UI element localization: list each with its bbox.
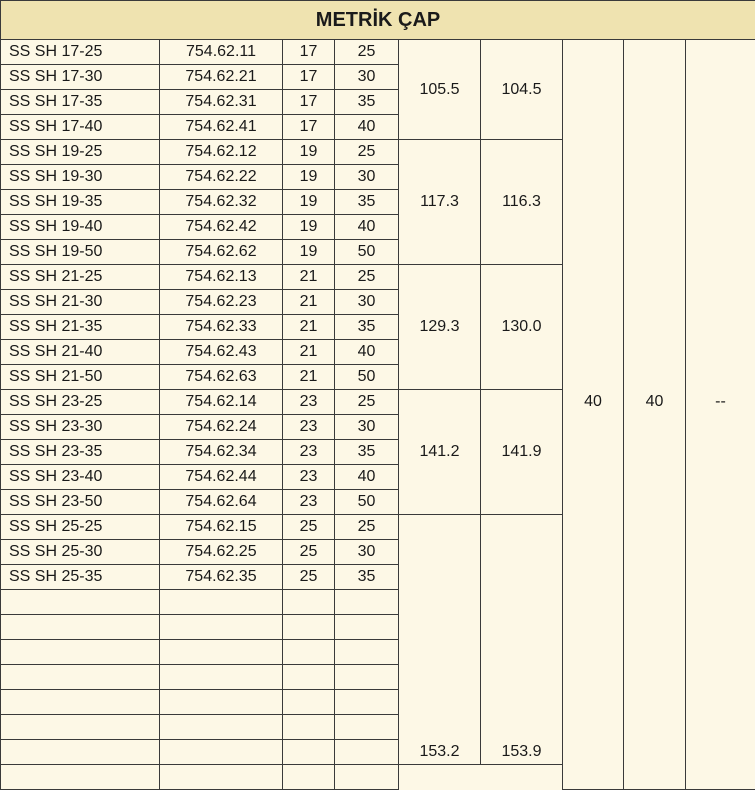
product-code: SS SH 25-35 [1, 565, 160, 590]
empty-cell [1, 590, 160, 615]
article-number: 754.62.14 [160, 390, 283, 415]
diameter-value: 23 [283, 490, 335, 515]
diameter-value: 17 [283, 115, 335, 140]
length-value: 50 [335, 365, 399, 390]
article-number: 754.62.43 [160, 340, 283, 365]
article-number: 754.62.21 [160, 65, 283, 90]
article-number: 754.62.44 [160, 465, 283, 490]
product-code: SS SH 17-35 [1, 90, 160, 115]
empty-cell [335, 715, 399, 740]
product-code: SS SH 19-25 [1, 140, 160, 165]
diameter-value: 23 [283, 465, 335, 490]
empty-cell [283, 740, 335, 765]
diameter-value: 17 [283, 65, 335, 90]
length-value: 30 [335, 290, 399, 315]
empty-cell [335, 690, 399, 715]
product-code: SS SH 19-50 [1, 240, 160, 265]
article-number: 754.62.22 [160, 165, 283, 190]
article-number: 754.62.41 [160, 115, 283, 140]
empty-cell [160, 640, 283, 665]
diameter-value: 21 [283, 365, 335, 390]
shared-value-text: 40 [584, 393, 602, 410]
diameter-value: 23 [283, 415, 335, 440]
article-number: 754.62.34 [160, 440, 283, 465]
group-value-v2: 153.9 [481, 515, 563, 765]
empty-cell [160, 715, 283, 740]
empty-cell [1, 615, 160, 640]
product-code: SS SH 23-25 [1, 390, 160, 415]
empty-cell [283, 690, 335, 715]
diameter-value: 25 [283, 540, 335, 565]
shared-value-col9 [686, 40, 755, 790]
length-value: 50 [335, 240, 399, 265]
table-row [1, 40, 755, 65]
article-number: 754.62.31 [160, 90, 283, 115]
diameter-value: 19 [283, 140, 335, 165]
article-number: 754.62.64 [160, 490, 283, 515]
length-value: 25 [335, 265, 399, 290]
article-number: 754.62.42 [160, 215, 283, 240]
empty-cell [283, 665, 335, 690]
diameter-value: 25 [283, 515, 335, 540]
empty-cell [283, 590, 335, 615]
empty-cell [283, 765, 335, 790]
product-code: SS SH 25-25 [1, 515, 160, 540]
shared-value-col7 [563, 40, 624, 790]
product-code: SS SH 21-30 [1, 290, 160, 315]
empty-cell [160, 615, 283, 640]
length-value: 35 [335, 190, 399, 215]
article-number: 754.62.25 [160, 540, 283, 565]
product-code: SS SH 23-30 [1, 415, 160, 440]
length-value: 40 [335, 340, 399, 365]
article-number: 754.62.12 [160, 140, 283, 165]
group-value-v1: 117.3 [399, 140, 481, 265]
diameter-value: 19 [283, 240, 335, 265]
group-value-v2: 141.9 [481, 390, 563, 515]
length-value: 30 [335, 540, 399, 565]
length-value: 25 [335, 390, 399, 415]
empty-cell [160, 740, 283, 765]
diameter-value: 23 [283, 390, 335, 415]
article-number: 754.62.15 [160, 515, 283, 540]
empty-cell [335, 640, 399, 665]
empty-cell [160, 765, 283, 790]
article-number: 754.62.62 [160, 240, 283, 265]
diameter-value: 19 [283, 215, 335, 240]
length-value: 30 [335, 415, 399, 440]
empty-cell [283, 615, 335, 640]
product-code: SS SH 19-40 [1, 215, 160, 240]
length-value: 35 [335, 90, 399, 115]
product-code: SS SH 21-35 [1, 315, 160, 340]
empty-cell [335, 590, 399, 615]
length-value: 35 [335, 440, 399, 465]
empty-cell [1, 765, 160, 790]
empty-cell [160, 690, 283, 715]
diameter-value: 23 [283, 440, 335, 465]
product-code: SS SH 17-30 [1, 65, 160, 90]
length-value: 25 [335, 40, 399, 65]
group-value-v2: 116.3 [481, 140, 563, 265]
empty-cell [1, 715, 160, 740]
shared-value-text: -- [715, 393, 726, 410]
diameter-value: 21 [283, 265, 335, 290]
empty-cell [1, 640, 160, 665]
empty-cell [335, 665, 399, 690]
group-value-v1: 141.2 [399, 390, 481, 515]
length-value: 35 [335, 315, 399, 340]
diameter-value: 17 [283, 40, 335, 65]
group-value-v2: 104.5 [481, 40, 563, 140]
diameter-value: 21 [283, 315, 335, 340]
product-code: SS SH 21-25 [1, 265, 160, 290]
empty-cell [1, 665, 160, 690]
empty-cell [1, 740, 160, 765]
article-number: 754.62.11 [160, 40, 283, 65]
product-code: SS SH 19-35 [1, 190, 160, 215]
diameter-value: 17 [283, 90, 335, 115]
length-value: 40 [335, 115, 399, 140]
product-code: SS SH 23-40 [1, 465, 160, 490]
length-value: 30 [335, 65, 399, 90]
length-value: 25 [335, 515, 399, 540]
product-code: SS SH 17-25 [1, 40, 160, 65]
table-title: METRİK ÇAP [1, 1, 755, 40]
product-code: SS SH 19-30 [1, 165, 160, 190]
diameter-value: 21 [283, 290, 335, 315]
group-value-v1: 129.3 [399, 265, 481, 390]
diameter-value: 21 [283, 340, 335, 365]
article-number: 754.62.23 [160, 290, 283, 315]
length-value: 35 [335, 565, 399, 590]
article-number: 754.62.13 [160, 265, 283, 290]
length-value: 25 [335, 140, 399, 165]
article-number: 754.62.32 [160, 190, 283, 215]
empty-cell [283, 640, 335, 665]
empty-cell [335, 740, 399, 765]
shared-value-col8 [624, 40, 686, 790]
empty-cell [1, 690, 160, 715]
product-code: SS SH 23-35 [1, 440, 160, 465]
product-code: SS SH 25-30 [1, 540, 160, 565]
length-value: 40 [335, 465, 399, 490]
article-number: 754.62.33 [160, 315, 283, 340]
group-value-v1: 105.5 [399, 40, 481, 140]
length-value: 40 [335, 215, 399, 240]
empty-cell [160, 665, 283, 690]
diameter-value: 19 [283, 190, 335, 215]
group-value-v2: 130.0 [481, 265, 563, 390]
product-code: SS SH 17-40 [1, 115, 160, 140]
article-number: 754.62.24 [160, 415, 283, 440]
diameter-value: 25 [283, 565, 335, 590]
article-number: 754.62.63 [160, 365, 283, 390]
article-number: 754.62.35 [160, 565, 283, 590]
empty-cell [283, 715, 335, 740]
empty-cell [335, 765, 399, 790]
empty-cell [160, 590, 283, 615]
length-value: 50 [335, 490, 399, 515]
diameter-value: 19 [283, 165, 335, 190]
length-value: 30 [335, 165, 399, 190]
product-code: SS SH 23-50 [1, 490, 160, 515]
empty-cell [335, 615, 399, 640]
group-value-v1: 153.2 [399, 515, 481, 765]
product-code: SS SH 21-50 [1, 365, 160, 390]
shared-value-text: 40 [646, 393, 664, 410]
product-code: SS SH 21-40 [1, 340, 160, 365]
